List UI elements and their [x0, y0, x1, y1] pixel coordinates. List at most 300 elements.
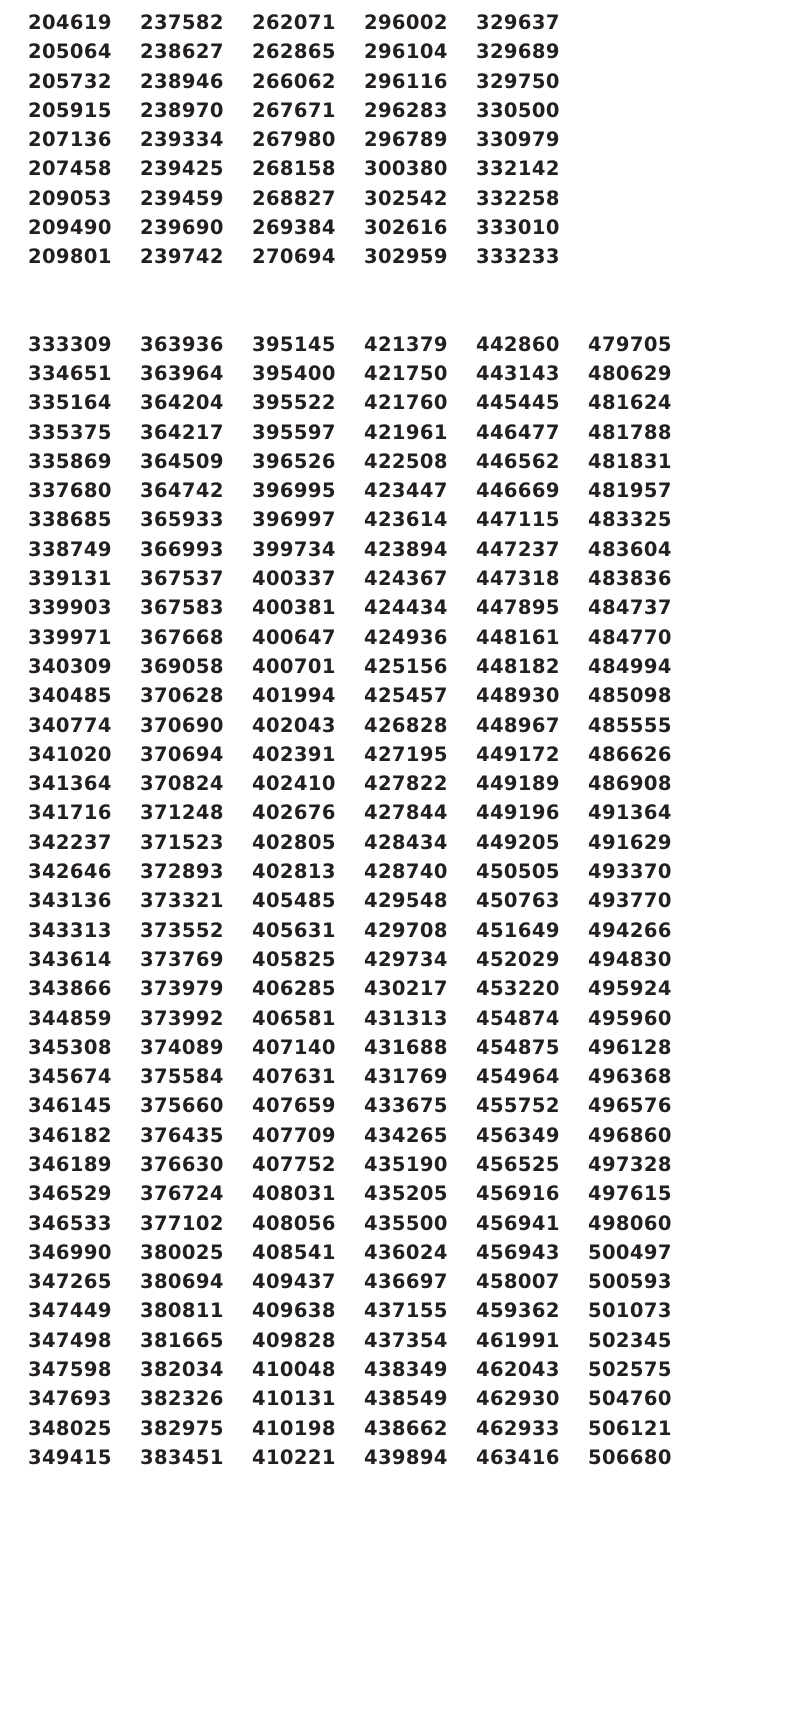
number-cell: 502575 [588, 1358, 672, 1382]
number-cell [588, 213, 700, 242]
number-cell: 425156 [364, 654, 448, 678]
number-row [28, 623, 700, 652]
number-cell: 451649 [476, 918, 560, 942]
number-cell: 369058 [140, 654, 224, 678]
number-cell: 405631 [252, 918, 336, 942]
number-cell: 329689 [476, 40, 560, 64]
number-cell: 333309 [28, 332, 112, 356]
number-cell: 209801 [28, 245, 112, 269]
number-row [28, 857, 700, 886]
number-row [28, 8, 700, 37]
number-cell: 383451 [140, 1445, 224, 1469]
number-cell: 366993 [140, 537, 224, 561]
number-cell: 496128 [588, 1035, 672, 1059]
number-cell: 427195 [364, 742, 448, 766]
number-cell: 408031 [252, 1182, 336, 1206]
number-cell: 463416 [476, 1445, 560, 1469]
number-cell: 396997 [252, 508, 336, 532]
number-cell: 349415 [28, 1445, 112, 1469]
number-cell: 373769 [140, 947, 224, 971]
number-cell: 423447 [364, 479, 448, 503]
number-cell: 400647 [252, 625, 336, 649]
number-cell: 427844 [364, 801, 448, 825]
number-cell: 341020 [28, 742, 112, 766]
number-cell: 339903 [28, 596, 112, 620]
number-cell: 405485 [252, 889, 336, 913]
number-cell: 346529 [28, 1182, 112, 1206]
number-cell: 450763 [476, 889, 560, 913]
number-cell: 333010 [476, 216, 560, 240]
number-row [28, 828, 700, 857]
number-cell: 410048 [252, 1358, 336, 1382]
number-cell: 338685 [28, 508, 112, 532]
number-block [28, 8, 700, 272]
number-cell: 449172 [476, 742, 560, 766]
number-row [28, 886, 700, 915]
number-cell: 402813 [252, 860, 336, 884]
number-cell: 438549 [364, 1387, 448, 1411]
number-cell: 343136 [28, 889, 112, 913]
number-cell: 448161 [476, 625, 560, 649]
number-cell: 402043 [252, 713, 336, 737]
number-cell: 483836 [588, 567, 672, 591]
number-cell: 376724 [140, 1182, 224, 1206]
number-cell: 484737 [588, 596, 672, 620]
number-cell: 382326 [140, 1387, 224, 1411]
number-row [28, 1355, 700, 1384]
number-cell: 367668 [140, 625, 224, 649]
number-cell: 340309 [28, 654, 112, 678]
number-cell: 335869 [28, 449, 112, 473]
number-cell: 330500 [476, 98, 560, 122]
number-cell: 422508 [364, 449, 448, 473]
number-row [28, 37, 700, 66]
number-cell: 402391 [252, 742, 336, 766]
number-cell: 442860 [476, 332, 560, 356]
number-row [28, 1414, 700, 1443]
number-cell: 448967 [476, 713, 560, 737]
number-cell: 455752 [476, 1094, 560, 1118]
number-cell: 364742 [140, 479, 224, 503]
number-cell: 345674 [28, 1065, 112, 1089]
number-cell: 237582 [140, 11, 224, 34]
number-cell: 347693 [28, 1387, 112, 1411]
number-cell: 207136 [28, 128, 112, 152]
number-cell: 426828 [364, 713, 448, 737]
number-cell: 496368 [588, 1065, 672, 1089]
number-cell: 381665 [140, 1328, 224, 1352]
number-cell: 395145 [252, 332, 336, 356]
number-row [28, 388, 700, 417]
number-cell [588, 184, 700, 213]
number-cell: 407709 [252, 1123, 336, 1147]
number-cell: 421760 [364, 391, 448, 415]
number-cell: 209053 [28, 186, 112, 210]
number-cell: 238970 [140, 98, 224, 122]
number-cell: 302616 [364, 216, 448, 240]
number-cell: 410198 [252, 1416, 336, 1440]
number-row [28, 564, 700, 593]
number-row [28, 1179, 700, 1208]
number-cell: 459362 [476, 1299, 560, 1323]
number-row [28, 1091, 700, 1120]
number-cell: 502345 [588, 1328, 672, 1352]
number-cell: 341716 [28, 801, 112, 825]
number-cell: 346145 [28, 1094, 112, 1118]
number-cell: 407631 [252, 1065, 336, 1089]
number-cell: 439894 [364, 1445, 448, 1469]
number-cell: 300380 [364, 157, 448, 181]
number-cell: 346533 [28, 1211, 112, 1235]
number-row [28, 1121, 700, 1150]
number-cell: 447115 [476, 508, 560, 532]
number-cell: 491364 [588, 801, 672, 825]
number-cell: 423894 [364, 537, 448, 561]
number-cell: 329750 [476, 69, 560, 93]
number-row [28, 798, 700, 827]
number-cell: 449196 [476, 801, 560, 825]
number-cell: 428434 [364, 830, 448, 854]
number-cell: 338749 [28, 537, 112, 561]
number-cell: 376435 [140, 1123, 224, 1147]
number-cell: 481624 [588, 391, 672, 415]
number-cell: 446477 [476, 420, 560, 444]
number-cell: 481957 [588, 479, 672, 503]
number-cell: 239690 [140, 216, 224, 240]
number-cell: 454875 [476, 1035, 560, 1059]
number-cell: 449189 [476, 772, 560, 796]
number-cell: 347265 [28, 1270, 112, 1294]
number-cell: 462043 [476, 1358, 560, 1382]
number-cell: 495924 [588, 977, 672, 1001]
number-cell: 332142 [476, 157, 560, 181]
block-separator [0, 272, 800, 330]
number-blocks-container [0, 8, 800, 1472]
number-cell: 267671 [252, 98, 336, 122]
number-cell: 462933 [476, 1416, 560, 1440]
number-cell [588, 67, 700, 96]
number-cell: 448930 [476, 684, 560, 708]
number-cell: 373321 [140, 889, 224, 913]
number-cell: 494830 [588, 947, 672, 971]
number-row [28, 1150, 700, 1179]
number-cell: 339971 [28, 625, 112, 649]
number-cell: 453220 [476, 977, 560, 1001]
number-cell: 408541 [252, 1240, 336, 1264]
number-cell: 335375 [28, 420, 112, 444]
number-cell: 343614 [28, 947, 112, 971]
number-cell: 500497 [588, 1240, 672, 1264]
number-cell: 421750 [364, 361, 448, 385]
number-cell: 409638 [252, 1299, 336, 1323]
number-cell: 496576 [588, 1094, 672, 1118]
number-row [28, 213, 700, 242]
number-cell: 501073 [588, 1299, 672, 1323]
number-row [28, 242, 700, 271]
number-cell: 433675 [364, 1094, 448, 1118]
number-cell: 339131 [28, 567, 112, 591]
number-cell: 428740 [364, 860, 448, 884]
number-cell: 375584 [140, 1065, 224, 1089]
number-cell: 205064 [28, 40, 112, 64]
number-cell: 348025 [28, 1416, 112, 1440]
number-cell: 493770 [588, 889, 672, 913]
number-cell: 373552 [140, 918, 224, 942]
number-cell: 446562 [476, 449, 560, 473]
number-cell: 364217 [140, 420, 224, 444]
number-cell: 498060 [588, 1211, 672, 1235]
number-cell: 332258 [476, 186, 560, 210]
number-cell: 239334 [140, 128, 224, 152]
number-cell: 268827 [252, 186, 336, 210]
number-row [28, 740, 700, 769]
number-cell: 448182 [476, 654, 560, 678]
number-cell: 268158 [252, 157, 336, 181]
number-cell: 421961 [364, 420, 448, 444]
number-cell: 497328 [588, 1152, 672, 1176]
number-cell: 380811 [140, 1299, 224, 1323]
number-cell: 239742 [140, 245, 224, 269]
number-cell: 239425 [140, 157, 224, 181]
number-cell: 399734 [252, 537, 336, 561]
number-cell: 485098 [588, 684, 672, 708]
number-row [28, 330, 700, 359]
number-cell: 446669 [476, 479, 560, 503]
number-cell: 342646 [28, 860, 112, 884]
number-cell: 484770 [588, 625, 672, 649]
number-cell: 431688 [364, 1035, 448, 1059]
number-cell: 363936 [140, 332, 224, 356]
number-cell: 456941 [476, 1211, 560, 1235]
number-cell: 431769 [364, 1065, 448, 1089]
number-cell: 296283 [364, 98, 448, 122]
number-cell: 341364 [28, 772, 112, 796]
number-cell: 337680 [28, 479, 112, 503]
number-row [28, 769, 700, 798]
number-cell: 483325 [588, 508, 672, 532]
number-cell: 266062 [252, 69, 336, 93]
number-cell: 367537 [140, 567, 224, 591]
number-cell: 347598 [28, 1358, 112, 1382]
number-row [28, 154, 700, 183]
number-cell [588, 154, 700, 183]
number-cell: 396526 [252, 449, 336, 473]
number-cell: 424434 [364, 596, 448, 620]
number-cell: 330979 [476, 128, 560, 152]
number-cell: 504760 [588, 1387, 672, 1411]
number-cell: 377102 [140, 1211, 224, 1235]
number-cell: 395597 [252, 420, 336, 444]
number-cell: 364204 [140, 391, 224, 415]
number-cell: 402410 [252, 772, 336, 796]
number-cell: 481831 [588, 449, 672, 473]
number-cell: 456916 [476, 1182, 560, 1206]
number-cell: 406285 [252, 977, 336, 1001]
number-cell: 410221 [252, 1445, 336, 1469]
number-cell: 238627 [140, 40, 224, 64]
number-cell: 204619 [28, 11, 112, 34]
number-row [28, 359, 700, 388]
number-cell: 484994 [588, 654, 672, 678]
number-cell: 402676 [252, 801, 336, 825]
number-cell [588, 96, 700, 125]
number-cell: 372893 [140, 860, 224, 884]
number-cell: 238946 [140, 69, 224, 93]
number-cell: 380694 [140, 1270, 224, 1294]
number-cell: 407752 [252, 1152, 336, 1176]
number-cell: 435500 [364, 1211, 448, 1235]
number-cell: 429734 [364, 947, 448, 971]
number-cell: 452029 [476, 947, 560, 971]
number-cell: 345308 [28, 1035, 112, 1059]
number-cell: 365933 [140, 508, 224, 532]
number-row [28, 711, 700, 740]
number-cell: 481788 [588, 420, 672, 444]
number-cell: 296116 [364, 69, 448, 93]
number-cell: 436697 [364, 1270, 448, 1294]
number-cell: 409437 [252, 1270, 336, 1294]
number-cell: 340774 [28, 713, 112, 737]
number-cell: 458007 [476, 1270, 560, 1294]
number-cell: 401994 [252, 684, 336, 708]
number-cell: 343313 [28, 918, 112, 942]
number-cell: 364509 [140, 449, 224, 473]
number-cell: 340485 [28, 684, 112, 708]
number-row [28, 1238, 700, 1267]
number-row [28, 1384, 700, 1413]
number-cell: 205915 [28, 98, 112, 122]
number-row [28, 974, 700, 1003]
number-cell: 370824 [140, 772, 224, 796]
number-cell: 497615 [588, 1182, 672, 1206]
number-cell: 461991 [476, 1328, 560, 1352]
number-cell: 400337 [252, 567, 336, 591]
number-cell: 447237 [476, 537, 560, 561]
number-cell: 456943 [476, 1240, 560, 1264]
number-cell: 395522 [252, 391, 336, 415]
number-cell: 333233 [476, 245, 560, 269]
number-row [28, 96, 700, 125]
number-cell: 267980 [252, 128, 336, 152]
number-cell: 269384 [252, 216, 336, 240]
number-row [28, 681, 700, 710]
number-row [28, 916, 700, 945]
number-cell: 302542 [364, 186, 448, 210]
number-cell: 485555 [588, 713, 672, 737]
number-cell: 407659 [252, 1094, 336, 1118]
number-cell: 406581 [252, 1006, 336, 1030]
number-cell: 434265 [364, 1123, 448, 1147]
number-cell: 421379 [364, 332, 448, 356]
number-row [28, 1033, 700, 1062]
number-cell: 429708 [364, 918, 448, 942]
number-cell: 395400 [252, 361, 336, 385]
number-cell: 382034 [140, 1358, 224, 1382]
number-row [28, 1443, 700, 1472]
number-cell: 445445 [476, 391, 560, 415]
number-cell: 486626 [588, 742, 672, 766]
number-cell: 346189 [28, 1152, 112, 1176]
number-cell: 205732 [28, 69, 112, 93]
number-row [28, 1209, 700, 1238]
number-row [28, 593, 700, 622]
number-row [28, 418, 700, 447]
number-cell: 483604 [588, 537, 672, 561]
number-cell: 491629 [588, 830, 672, 854]
number-cell: 371248 [140, 801, 224, 825]
number-cell: 447318 [476, 567, 560, 591]
number-cell: 449205 [476, 830, 560, 854]
number-cell [588, 8, 700, 37]
number-cell: 456349 [476, 1123, 560, 1147]
number-cell: 436024 [364, 1240, 448, 1264]
number-cell: 438662 [364, 1416, 448, 1440]
number-cell: 371523 [140, 830, 224, 854]
number-row [28, 184, 700, 213]
number-cell: 506680 [588, 1445, 672, 1469]
number-cell: 370694 [140, 742, 224, 766]
number-row [28, 1062, 700, 1091]
number-cell: 454964 [476, 1065, 560, 1089]
number-cell: 456525 [476, 1152, 560, 1176]
number-row [28, 1267, 700, 1296]
number-cell: 424367 [364, 567, 448, 591]
number-cell: 329637 [476, 11, 560, 34]
number-cell: 410131 [252, 1387, 336, 1411]
number-cell: 443143 [476, 361, 560, 385]
number-cell: 408056 [252, 1211, 336, 1235]
number-cell: 431313 [364, 1006, 448, 1030]
number-cell: 402805 [252, 830, 336, 854]
number-cell: 479705 [588, 332, 672, 356]
number-cell: 423614 [364, 508, 448, 532]
number-cell: 370628 [140, 684, 224, 708]
number-cell: 447895 [476, 596, 560, 620]
number-cell: 437155 [364, 1299, 448, 1323]
number-row [28, 535, 700, 564]
number-cell: 382975 [140, 1416, 224, 1440]
number-cell: 396995 [252, 479, 336, 503]
number-row [28, 67, 700, 96]
number-cell: 262071 [252, 11, 336, 34]
number-cell: 367583 [140, 596, 224, 620]
number-cell: 373979 [140, 977, 224, 1001]
number-cell: 347449 [28, 1299, 112, 1323]
number-cell: 346182 [28, 1123, 112, 1147]
number-cell: 493370 [588, 860, 672, 884]
number-row [28, 1326, 700, 1355]
number-cell: 496860 [588, 1123, 672, 1147]
number-cell: 376630 [140, 1152, 224, 1176]
number-cell: 424936 [364, 625, 448, 649]
number-cell: 437354 [364, 1328, 448, 1352]
number-cell: 207458 [28, 157, 112, 181]
number-cell: 407140 [252, 1035, 336, 1059]
number-cell: 373992 [140, 1006, 224, 1030]
number-cell: 346990 [28, 1240, 112, 1264]
number-cell [588, 125, 700, 154]
number-row [28, 505, 700, 534]
number-cell: 296002 [364, 11, 448, 34]
number-cell: 302959 [364, 245, 448, 269]
number-cell: 409828 [252, 1328, 336, 1352]
number-row [28, 125, 700, 154]
number-cell: 335164 [28, 391, 112, 415]
number-cell: 342237 [28, 830, 112, 854]
number-cell: 262865 [252, 40, 336, 64]
number-cell: 435205 [364, 1182, 448, 1206]
number-row [28, 1004, 700, 1033]
